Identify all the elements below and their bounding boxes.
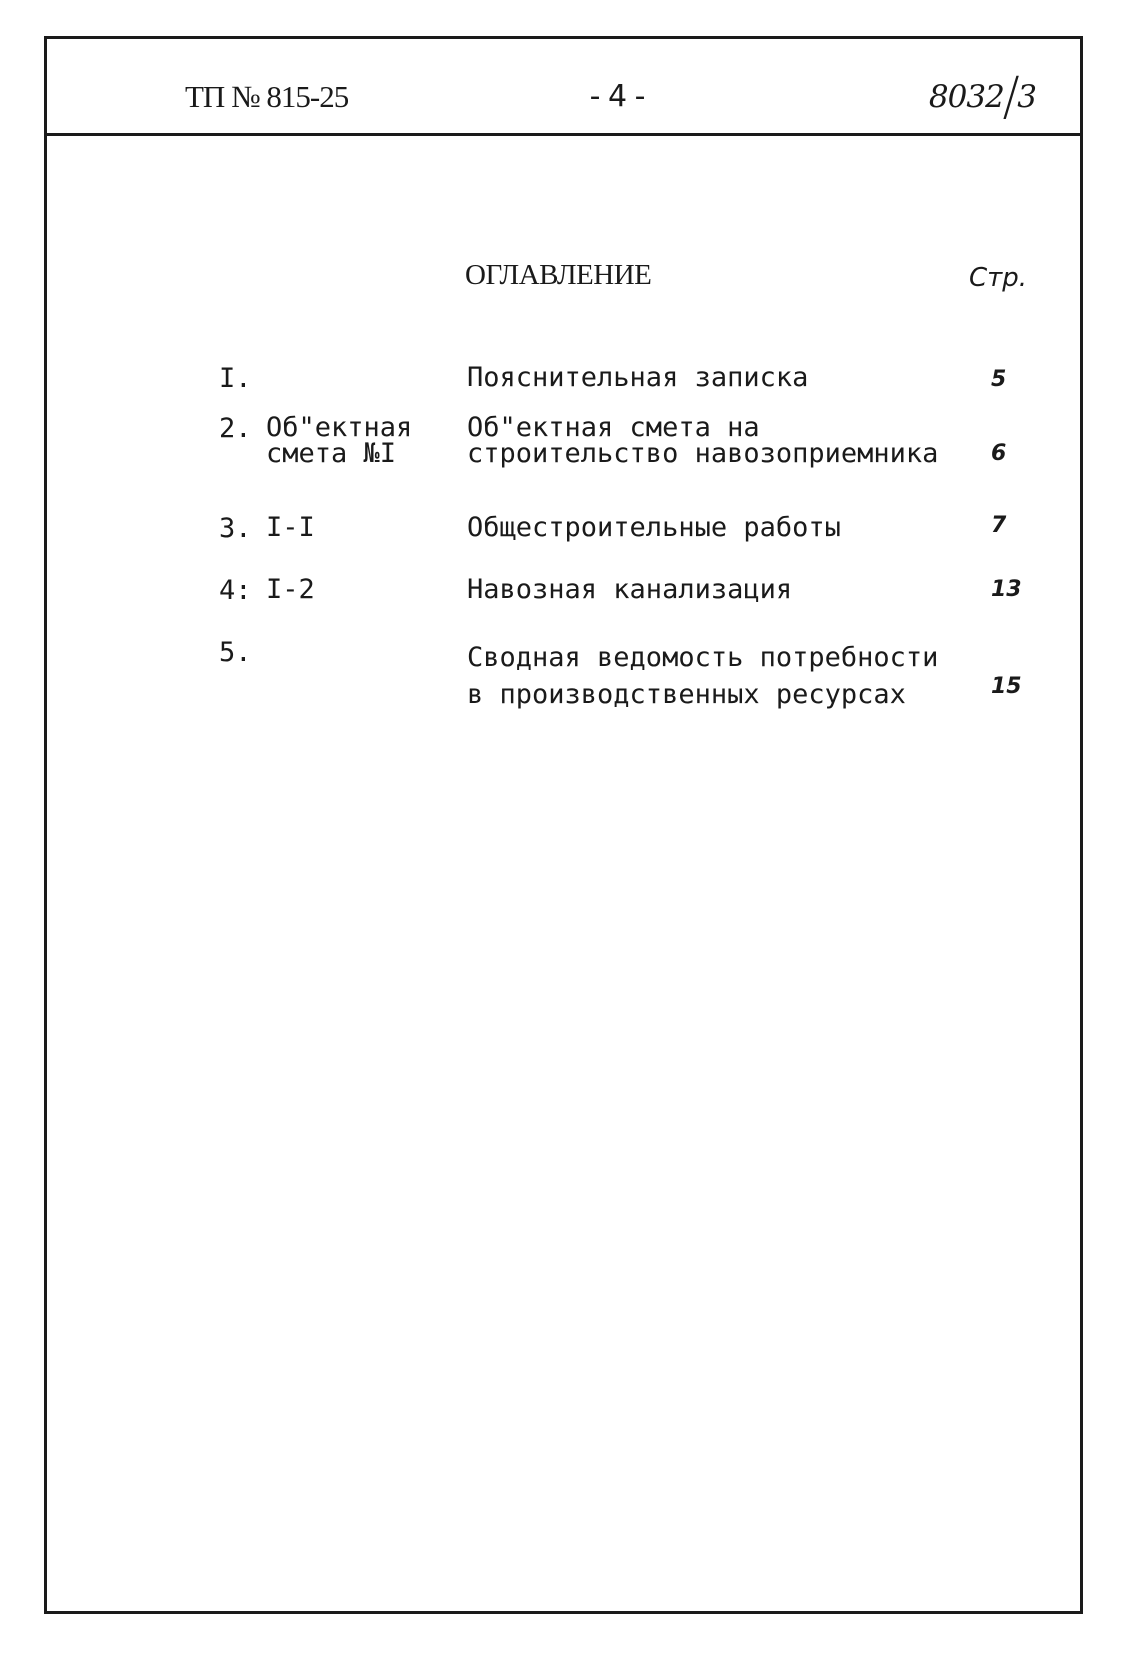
toc-entry-number: 3. (219, 513, 252, 544)
toc-entry-page: 13 (991, 577, 1022, 602)
toc-entry-title: Сводная ведомость потребности в производственных ресурсах (467, 642, 939, 710)
doc-code: ТП № 815-25 (185, 79, 349, 114)
page-column-label: Стр. (969, 263, 1028, 293)
document-sheet (44, 36, 1083, 1614)
page-number: - 4 - (589, 79, 645, 114)
toc-title: ОГЛАВЛЕНИЕ (465, 259, 652, 291)
toc-entry-title: Пояснительная записка (467, 362, 809, 393)
toc-entry-number: I. (219, 363, 252, 394)
toc-entry-number: 4: (219, 575, 252, 606)
toc-entry-page: 7 (991, 513, 1007, 538)
toc-entry-number: 5. (219, 637, 252, 668)
toc-entry-code: I-2 (266, 574, 315, 605)
toc-entry-title: Навозная канализация (467, 574, 793, 605)
sheet-ref-right: 3 (1017, 79, 1036, 115)
sheet-ref-left: 8032 (928, 79, 1004, 115)
toc-entry-code: I-I (266, 512, 315, 543)
toc-entry-title: Общестроительные работы (467, 512, 841, 543)
sheet-reference (928, 66, 1036, 128)
toc-entry-page: 15 (991, 674, 1022, 699)
sheet-ref-slash: / (1005, 66, 1016, 128)
toc-entry-title: Об"ектная смета на строительство навозоприемника (467, 412, 939, 469)
toc-entry-page: 5 (991, 367, 1007, 392)
header-divider (47, 133, 1080, 136)
toc-entry-page: 6 (991, 441, 1007, 466)
toc-entry-number: 2. (219, 413, 252, 444)
toc-entry-code: Об"ектная смета №I (266, 412, 413, 469)
